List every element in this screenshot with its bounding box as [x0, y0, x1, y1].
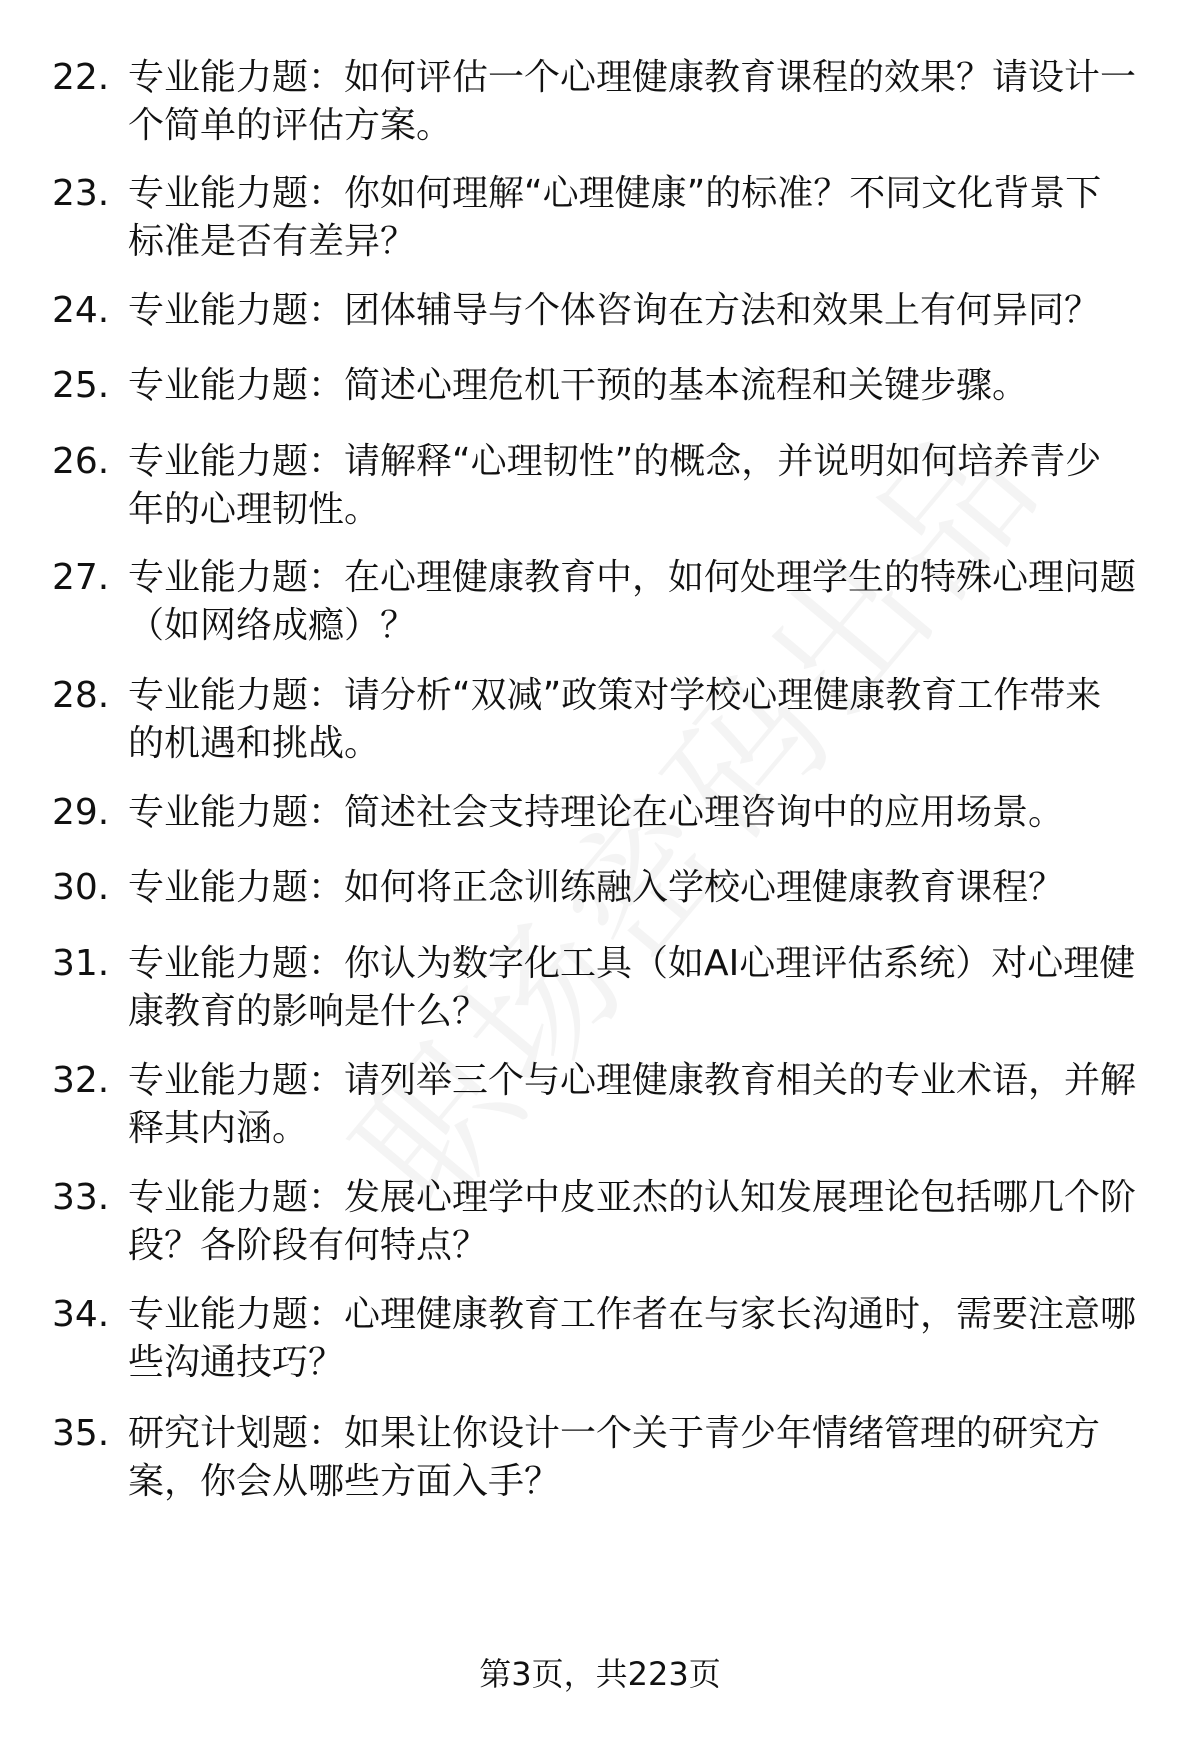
question-line: 些沟通技巧？	[128, 1342, 345, 1383]
question-number: 34.	[52, 1294, 110, 1335]
question-line: 专业能力题：请分析“双减”政策对学校心理健康教育工作带来	[128, 675, 1102, 716]
question-line: 案，你会从哪些方面入手？	[128, 1461, 561, 1502]
question-line: 段？各阶段有何特点？	[128, 1225, 489, 1266]
question-text	[128, 1057, 1140, 1153]
question-line: 研究计划题：如果让你设计一个关于青少年情绪管理的研究方	[128, 1413, 1101, 1454]
question-line: 专业能力题：如何将正念训练融入学校心理健康教育课程？	[128, 867, 1065, 908]
question-line: 专业能力题：你认为数字化工具（如AI心理评估系统）对心理健	[128, 943, 1136, 984]
question-line: 专业能力题：简述社会支持理论在心理咨询中的应用场景。	[128, 792, 1065, 833]
question-line: 专业能力题：在心理健康教育中，如何处理学生的特殊心理问题	[128, 557, 1137, 598]
question-text	[128, 362, 1140, 410]
question-number: 28.	[52, 675, 110, 716]
question-line: （如网络成瘾）？	[128, 605, 417, 646]
question-number: 23.	[52, 173, 110, 214]
page-number-footer: 第3页，共223页	[479, 1655, 721, 1693]
question-text	[128, 438, 1140, 534]
question-line: 专业能力题：发展心理学中皮亚杰的认知发展理论包括哪几个阶	[128, 1177, 1137, 1218]
question-number: 29.	[52, 792, 110, 833]
question-text	[128, 789, 1140, 837]
question-number: 31.	[52, 943, 110, 984]
question-line: 专业能力题：如何评估一个心理健康教育课程的效果？请设计一	[128, 57, 1137, 98]
question-text	[128, 54, 1140, 150]
question-number: 22.	[52, 57, 110, 98]
question-line: 的机遇和挑战。	[128, 723, 381, 764]
question-number: 33.	[52, 1177, 110, 1218]
question-number: 25.	[52, 365, 110, 406]
question-text	[128, 1174, 1140, 1270]
question-text	[128, 170, 1140, 266]
question-line: 释其内涵。	[128, 1108, 309, 1149]
question-text	[128, 554, 1140, 650]
question-number: 35.	[52, 1413, 110, 1454]
question-text	[128, 672, 1140, 768]
question-line: 年的心理韧性。	[128, 489, 381, 530]
question-line: 个简单的评估方案。	[128, 105, 453, 146]
question-line: 专业能力题：你如何理解“心理健康”的标准？不同文化背景下	[128, 173, 1102, 214]
question-text	[128, 1291, 1140, 1387]
question-number: 30.	[52, 867, 110, 908]
question-line: 专业能力题：心理健康教育工作者在与家长沟通时，需要注意哪	[128, 1294, 1137, 1335]
question-number: 24.	[52, 290, 110, 331]
question-number: 32.	[52, 1060, 110, 1101]
question-line: 康教育的影响是什么？	[128, 991, 489, 1032]
question-text	[128, 1410, 1140, 1506]
question-number: 26.	[52, 441, 110, 482]
question-line: 专业能力题：请解释“心理韧性”的概念，并说明如何培养青少	[128, 441, 1102, 482]
question-text	[128, 940, 1140, 1036]
question-line: 标准是否有差异？	[128, 221, 417, 262]
question-text	[128, 864, 1140, 912]
question-line: 专业能力题：请列举三个与心理健康教育相关的专业术语，并解	[128, 1060, 1137, 1101]
question-line: 专业能力题：简述心理危机干预的基本流程和关键步骤。	[128, 365, 1029, 406]
question-text	[128, 287, 1140, 335]
question-line: 专业能力题：团体辅导与个体咨询在方法和效果上有何异同？	[128, 290, 1101, 331]
question-number: 27.	[52, 557, 110, 598]
